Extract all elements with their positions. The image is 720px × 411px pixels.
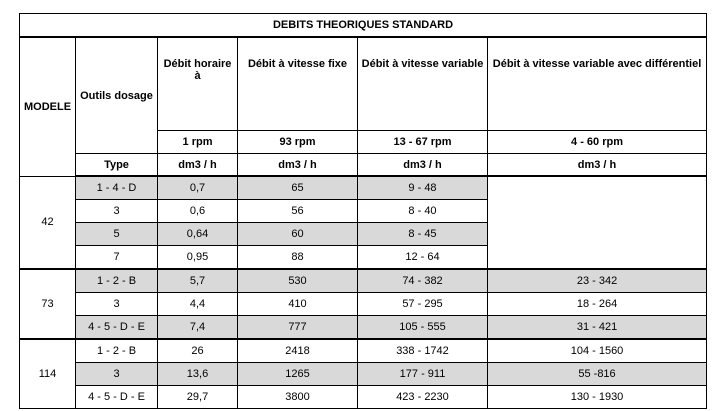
type-cell: 4 - 5 - D - E (76, 316, 158, 340)
type-cell: 3 (76, 200, 158, 223)
variable-cell: 12 - 64 (358, 246, 488, 270)
variable-cell: 74 - 382 (358, 269, 488, 293)
variable-cell: 57 - 295 (358, 293, 488, 316)
type-cell: 5 (76, 223, 158, 246)
horaire-cell: 7,4 (158, 316, 238, 340)
type-cell: 7 (76, 246, 158, 270)
fixe-cell: 1265 (238, 363, 358, 386)
fixe-cell: 56 (238, 200, 358, 223)
horaire-cell: 26 (158, 339, 238, 363)
unit-differentiel: dm3 / h (488, 154, 707, 177)
unit-horaire: dm3 / h (158, 154, 238, 177)
type-cell: 1 - 2 - B (76, 339, 158, 363)
fixe-cell: 3800 (238, 386, 358, 409)
horaire-cell: 4,4 (158, 293, 238, 316)
header-fixe: Débit à vitesse fixe (238, 37, 358, 131)
rpm-fixe: 93 rpm (238, 131, 358, 154)
variable-cell: 9 - 48 (358, 176, 488, 200)
horaire-cell: 0,6 (158, 200, 238, 223)
type-cell: 1 - 4 - D (76, 176, 158, 200)
fixe-cell: 88 (238, 246, 358, 270)
rpm-horaire: 1 rpm (158, 131, 238, 154)
variable-cell: 8 - 40 (358, 200, 488, 223)
table-title: DEBITS THEORIQUES STANDARD (20, 14, 707, 38)
horaire-cell: 29,7 (158, 386, 238, 409)
model-cell: 42 (20, 176, 76, 269)
type-cell: 4 - 5 - D - E (76, 386, 158, 409)
type-cell: 3 (76, 293, 158, 316)
diff-cell-empty (488, 176, 707, 269)
horaire-cell: 5,7 (158, 269, 238, 293)
debits-table (19, 13, 707, 409)
diff-cell: 23 - 342 (488, 269, 707, 293)
fixe-cell: 65 (238, 176, 358, 200)
type-cell: 3 (76, 363, 158, 386)
diff-cell: 31 - 421 (488, 316, 707, 340)
fixe-cell: 410 (238, 293, 358, 316)
horaire-cell: 0,64 (158, 223, 238, 246)
type-cell: 1 - 2 - B (76, 269, 158, 293)
diff-cell: 18 - 264 (488, 293, 707, 316)
variable-cell: 177 - 911 (358, 363, 488, 386)
header-modele: MODELE (20, 37, 76, 176)
model-cell: 114 (20, 339, 76, 409)
variable-cell: 8 - 45 (358, 223, 488, 246)
fixe-cell: 60 (238, 223, 358, 246)
unit-variable: dm3 / h (358, 154, 488, 177)
diff-cell: 104 - 1560 (488, 339, 707, 363)
header-differentiel: Débit à vitesse variable avec différentiel (488, 37, 707, 131)
header-variable: Débit à vitesse variable (358, 37, 488, 131)
fixe-cell: 530 (238, 269, 358, 293)
header-type: Type (76, 154, 158, 177)
horaire-cell: 0,7 (158, 176, 238, 200)
variable-cell: 105 - 555 (358, 316, 488, 340)
diff-cell: 55 -816 (488, 363, 707, 386)
model-cell: 73 (20, 269, 76, 339)
rpm-differentiel: 4 - 60 rpm (488, 131, 707, 154)
fixe-cell: 777 (238, 316, 358, 340)
header-outils: Outils dosage (76, 37, 158, 154)
rpm-variable: 13 - 67 rpm (358, 131, 488, 154)
horaire-cell: 0,95 (158, 246, 238, 270)
horaire-cell: 13,6 (158, 363, 238, 386)
header-horaire: Débit horaire à (158, 37, 238, 131)
variable-cell: 338 - 1742 (358, 339, 488, 363)
fixe-cell: 2418 (238, 339, 358, 363)
variable-cell: 423 - 2230 (358, 386, 488, 409)
unit-fixe: dm3 / h (238, 154, 358, 177)
diff-cell: 130 - 1930 (488, 386, 707, 409)
